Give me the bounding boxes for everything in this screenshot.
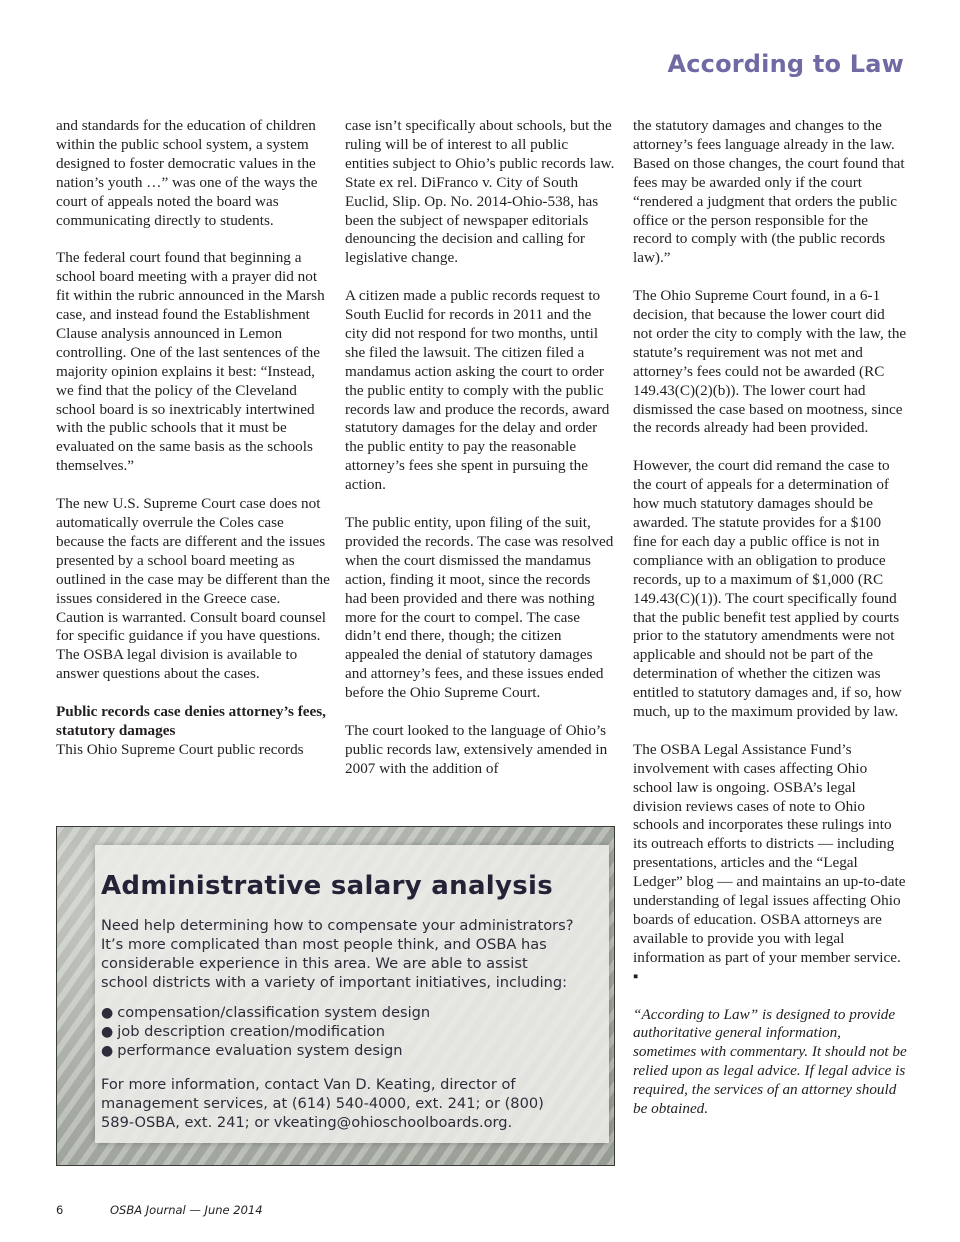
article-column-1 — [56, 117, 332, 760]
paragraph: The OSBA Legal Assistance Fund’s involvement with cases affecting Ohio school law is ongoing. OSBA’s legal division reviews cases of note to Ohio schools and incorporates these rulings into its outreach efforts to districts — including presentations, articles and the “Legal Ledger” blog — and maintains an up-to-date understanding of legal issues affecting Ohio boards of education. OSBA attorneys are available to provide you with legal information as part of your member service. ▪ — [633, 740, 906, 985]
page-number: 6 — [56, 1203, 64, 1217]
article-column-2 — [345, 117, 615, 798]
list-item: ● performance evaluation system design — [101, 1042, 430, 1061]
sidebar-intro: Need help determining how to compensate your administrators? It’s more complicated than most people think, and OSBA has considerable experience in this area. We are able to assist school districts with a variety of important initiatives, including: — [101, 917, 574, 991]
list-item: ● job description creation/modification — [101, 1023, 430, 1042]
sidebar-panel — [95, 845, 609, 1143]
paragraph: The Ohio Supreme Court found, in a 6-1 decision, that because the lower court did not order the city to comply with the law, the statute’s requirement was not met and attorney’s fees could not be awarded (RC 149.43(C)(2)(b)). The lower court had dismissed the case based on mootness, since the records already had been provided. — [633, 287, 907, 437]
paragraph: However, the court did remand the case to the court of appeals for a determination of how much statutory damages should be awarded. The statute provides for a $100 fine for each day a public office is not in compliance with an obligation to produce records, up to a maximum of $1,000 (RC 149.43(C)(1)). The court specifically found that the public benefit test applied by courts prior to the statutory amendments were not applicable and should not be part of the determination of whether the citizen was entitled to statutory damages and, if so, how much, up to the maximum provided by law. — [633, 457, 902, 721]
sidebar-services-list — [101, 1004, 430, 1060]
paragraph: The court looked to the language of Ohio’s public records law, extensively amended in 2007 with the addition of — [345, 721, 608, 777]
sidebar-contact: For more information, contact Van D. Keating, director of management services, at (614) 540-4000, ext. 241; or (800) 589-OSBA, ext. 241; or vkeating@ohioschoolboards.org. — [101, 1076, 544, 1131]
list-item: ● compensation/classification system design — [101, 1004, 430, 1023]
paragraph: and standards for the education of children within the public school system, a system designed to foster democratic values in the nation’s youth …” was one of the ways the court of appeals noted the board was communicating directly to students. — [56, 117, 318, 229]
article-column-3 — [633, 117, 907, 1138]
paragraph: The new U.S. Supreme Court case does not automatically overrule the Coles case because the facts are different and the issues presented by a school board meeting as outlined in the case may be different than the issues considered in the Greece case. Caution is warranted. Consult board counsel for specific guidance if you have questions. The OSBA legal division is available to answer questions about the cases. — [56, 495, 330, 683]
salary-analysis-sidebar — [56, 826, 615, 1166]
section-title: According to Law — [667, 50, 904, 78]
paragraph: The federal court found that beginning a school board meeting with a prayer did not fit within the rubric announced in the Marsh case, and instead found the Establishment Clause analysis announced in Lemon controlling. One of the last sentences of the majority opinion explains it best: “Instead, we find that the policy of the Cleveland school board is so inextricably intertwined with the public schools that it must be evaluated on the same basis as the schools themselves.” — [56, 249, 325, 475]
paragraph: A citizen made a public records request to South Euclid for records in 2011 and the city did not respond for two months, until she filed the lawsuit. The citizen filed a mandamus action asking the court to order the public entity to comply with the public records law and produce the records, award statutory damages for the delay and order the public entity to pay the reasonable attorney’s fees she spent in pursuing the action. — [345, 287, 610, 494]
sidebar-title: Administrative salary analysis — [101, 871, 554, 901]
paragraph: case isn’t specifically about schools, but the ruling will be of interest to all public entities subject to Ohio’s public records law. State ex rel. DiFranco v. City of South Euclid, Slip. Op. No. 2014-Ohio-538, has been the subject of newspaper editorials denouncing the decision and calling for legislative change. — [345, 117, 615, 267]
subheading: Public records case denies attorney’s fees, statutory damages — [56, 703, 326, 739]
section-with-subhead — [56, 703, 332, 760]
disclaimer: “According to Law” is designed to provide authoritative general information, sometimes with commentary. It should not be relied upon as legal advice. If legal advice is required, the services of an attorney should be obtained. — [633, 1005, 907, 1118]
journal-footer: OSBA Journal — June 2014 — [110, 1203, 263, 1217]
paragraph: The public entity, upon filing of the suit, provided the records. The case was resolved when the court dismissed the mandamus action, finding it moot, since the records had been provided and there was nothing more for the court to compel. The case didn’t end there, though; the citizen appealed the denial of statutory damages and attorney’s fees, and these issues ended before the Ohio Supreme Court. — [345, 514, 614, 702]
paragraph: the statutory damages and changes to the attorney’s fees language already in the law. Based on those changes, the court found that fees may be awarded only if the court “rendered a judgment that orders the public office or the person responsible for the record to comply with (the public records law).” — [633, 117, 905, 267]
paragraph: This Ohio Supreme Court public records — [56, 740, 304, 758]
